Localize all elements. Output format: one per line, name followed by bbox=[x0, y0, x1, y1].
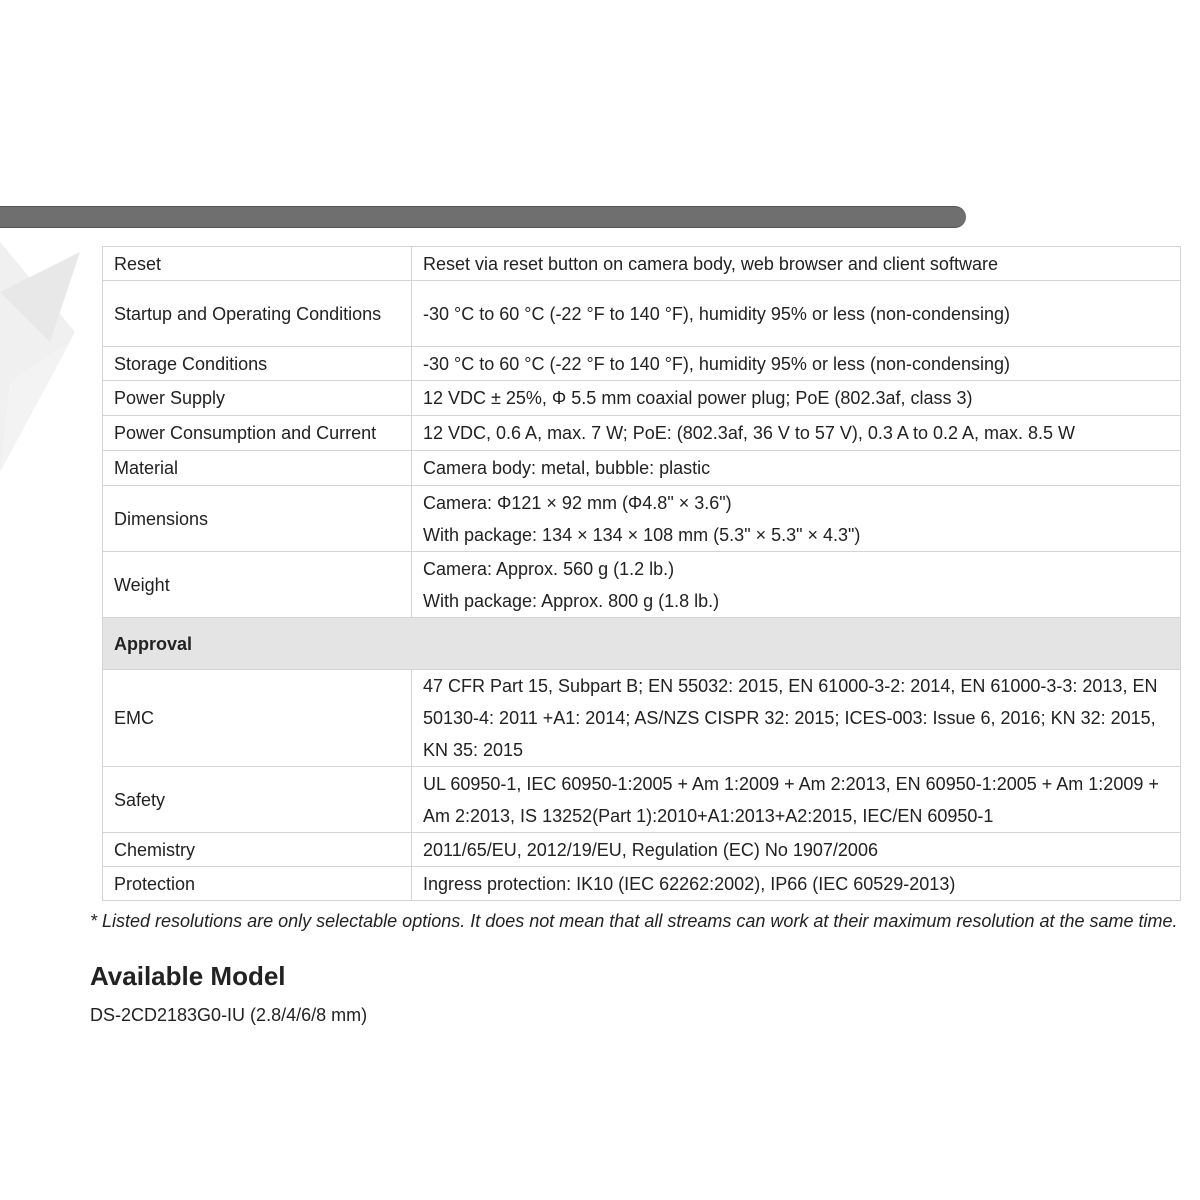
spec-row bbox=[103, 247, 1181, 281]
spec-row bbox=[103, 451, 1181, 486]
approval-value: UL 60950-1, IEC 60950-1:2005 + Am 1:2009 + Am 2:2013, EN 60950-1:2005 + Am 1:2009 + Am 2:2013, IS 13252(Part 1):2010+A1:2013+A2:2015, IEC/EN 60950-1 bbox=[412, 767, 1181, 833]
approval-label: Chemistry bbox=[103, 833, 412, 867]
spec-value bbox=[412, 552, 1181, 618]
decorative-logo-shape bbox=[0, 232, 100, 482]
spec-row bbox=[103, 381, 1181, 416]
spec-label: Material bbox=[103, 451, 412, 486]
spec-value: Camera body: metal, bubble: plastic bbox=[412, 451, 1181, 486]
document-body bbox=[90, 246, 1182, 1027]
available-model-heading: Available Model bbox=[90, 961, 286, 991]
spec-row bbox=[103, 416, 1181, 451]
spec-value-line: With package: 134 × 134 × 108 mm (5.3" × 5.3" × 4.3") bbox=[423, 524, 861, 545]
section-title-approval: Approval bbox=[103, 618, 1181, 670]
header-bar bbox=[0, 206, 966, 228]
spec-label: Weight bbox=[103, 552, 412, 618]
approval-row bbox=[103, 867, 1181, 901]
approval-row bbox=[103, 833, 1181, 867]
approval-value: 47 CFR Part 15, Subpart B; EN 55032: 2015, EN 61000-3-2: 2014, EN 61000-3-3: 2013, EN 50130-4: 2011 +A1: 2014; AS/NZS CISPR 32: 2015; ICES-003: Issue 6, 2016; KN 32: 2015, KN 35: 2015 bbox=[412, 670, 1181, 767]
approval-value: 2011/65/EU, 2012/19/EU, Regulation (EC) No 1907/2006 bbox=[412, 833, 1181, 867]
spec-value-line: With package: Approx. 800 g (1.8 lb.) bbox=[423, 590, 720, 611]
approval-row bbox=[103, 767, 1181, 833]
spec-value-line: Camera: Φ121 × 92 mm (Φ4.8" × 3.6") bbox=[423, 492, 732, 513]
spec-value: 12 VDC, 0.6 A, max. 7 W; PoE: (802.3af, 36 V to 57 V), 0.3 A to 0.2 A, max. 8.5 W bbox=[412, 416, 1181, 451]
spec-label: Reset bbox=[103, 247, 412, 281]
model-name: DS-2CD2183G0-IU (2.8/4/6/8 mm) bbox=[90, 1005, 368, 1025]
spec-value: Reset via reset button on camera body, web browser and client software bbox=[412, 247, 1181, 281]
spec-row bbox=[103, 486, 1181, 552]
approval-label: Protection bbox=[103, 867, 412, 901]
spec-row bbox=[103, 347, 1181, 381]
footnote: * Listed resolutions are only selectable options. It does not mean that all streams can work at their maximum resolution at the same time. bbox=[90, 911, 1178, 931]
spec-label: Power Consumption and Current bbox=[103, 416, 412, 451]
section-header-row bbox=[103, 618, 1181, 670]
approval-label: Safety bbox=[103, 767, 412, 833]
spec-label: Dimensions bbox=[103, 486, 412, 552]
spec-value: -30 °C to 60 °C (-22 °F to 140 °F), humidity 95% or less (non-condensing) bbox=[412, 347, 1181, 381]
spec-value: 12 VDC ± 25%, Φ 5.5 mm coaxial power plug; PoE (802.3af, class 3) bbox=[412, 381, 1181, 416]
spec-value: -30 °C to 60 °C (-22 °F to 140 °F), humidity 95% or less (non-condensing) bbox=[412, 281, 1181, 347]
spec-row bbox=[103, 552, 1181, 618]
spec-label: Startup and Operating Conditions bbox=[103, 281, 412, 347]
approval-value: Ingress protection: IK10 (IEC 62262:2002), IP66 (IEC 60529-2013) bbox=[412, 867, 1181, 901]
spec-value-line: Camera: Approx. 560 g (1.2 lb.) bbox=[423, 558, 675, 579]
spec-value bbox=[412, 486, 1181, 552]
spec-row bbox=[103, 281, 1181, 347]
spec-label: Power Supply bbox=[103, 381, 412, 416]
spec-label: Storage Conditions bbox=[103, 347, 412, 381]
approval-label: EMC bbox=[103, 670, 412, 767]
approval-row bbox=[103, 670, 1181, 767]
spec-table bbox=[102, 246, 1181, 901]
